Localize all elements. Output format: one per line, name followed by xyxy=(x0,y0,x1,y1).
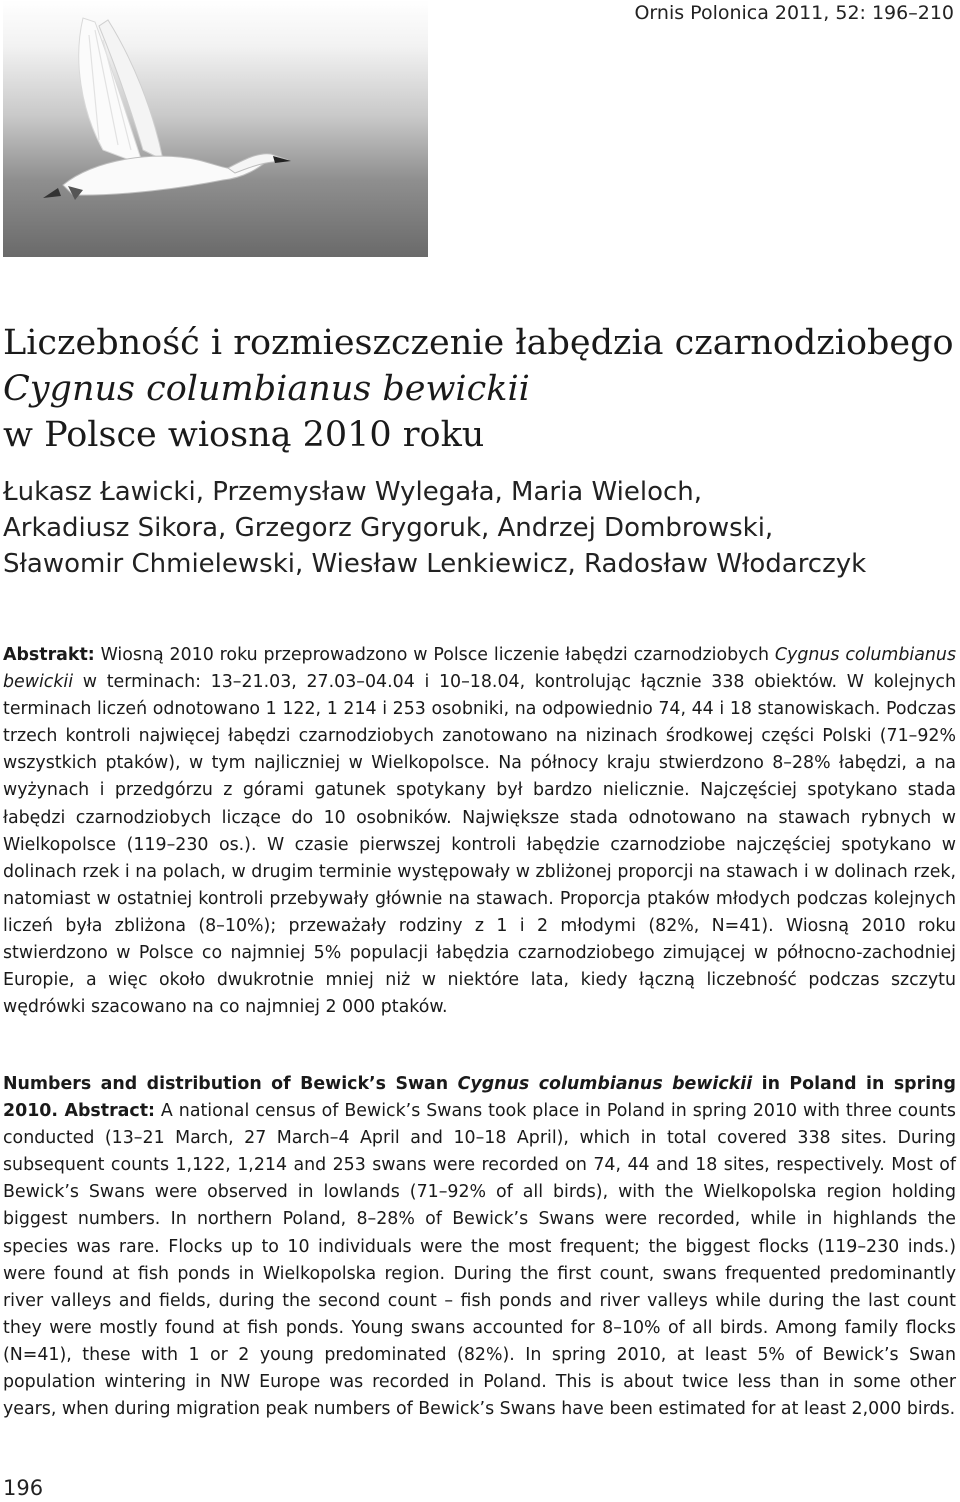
abstract-label: Abstrakt: xyxy=(3,645,95,665)
page-number: 196 xyxy=(3,1476,44,1500)
title-line-1: Liczebność i rozmieszczenie łabędzia czarnodziobego xyxy=(3,323,954,363)
english-title-part-1: Numbers and distribution of Bewick’s Swan xyxy=(3,1074,458,1094)
english-title-part-2: in Poland in spring 2010. Abstract: xyxy=(3,1074,956,1122)
authors-line-3: Sławomir Chmielewski, Wiesław Lenkiewicz, Radosław Włodarczyk xyxy=(3,549,867,579)
journal-reference: Ornis Polonica 2011, 52: 196–210 xyxy=(634,2,954,24)
abstract-english xyxy=(3,1071,956,1423)
author-list xyxy=(3,474,953,582)
abstract-polish xyxy=(3,642,956,1021)
swan-photo xyxy=(3,0,428,257)
authors-line-1: Łukasz Ławicki, Przemysław Wylegała, Maria Wieloch, xyxy=(3,477,703,507)
authors-line-2: Arkadiusz Sikora, Grzegorz Grygoruk, Andrzej Dombrowski, xyxy=(3,513,774,543)
english-title-species: Cygnus columbianus bewickii xyxy=(457,1074,753,1094)
title-line-3: w Polsce wiosną 2010 roku xyxy=(3,415,485,455)
abstract-pl-text-2: w terminach: 13–21.03, 27.03–04.04 i 10–18.04, kontrolując łącznie 338 obiektów. W kolejnych terminach liczeń odnotowano 1 122, 1 214 i 253 osobniki, na odpowiednio 74, 44 i 18 stanowiskach. Podczas trzech kontroli najwięcej łabędzi czarnodziobych zanotowano na nizinach środkowej części Polski (71–92% wszystkich ptaków), w tym najliczniej w Wielkopolsce. Na północy kraju stwierdzono 8–28% łabędzi, a na wyżynach i przedgórzu z górami gatunek spotykany był bardzo nielicznie. Najczęściej spotykano stada łabędzi czarnodziobych liczące do 10 osobników. Największe stada odnotowano na stawach rybnych w Wielkopolsce (119–230 os.). W czasie pierwszej kontroli łabędzie czarnodziobe najczęściej spotykano w dolinach rzek i na polach, w drugim terminie występowały w zbliżonej proporcji na stawach i w dolinach rzek, natomiast w ostatniej kontroli przebywały głównie na stawach. Proporcja ptaków młodych podczas kolejnych liczeń była zbliżona (8–10%); przeważały rodziny z 1 i 2 młodymi (82%, N=41). Wiosną 2010 roku stwierdzono w Polsce co najmniej 5% populacji łabędzia czarnodziobego zimującej w północno-zachodniej Europie, a więc około dwukrotnie mniej niż w niektóre lata, kiedy łączną liczebność podczas szczytu wędrówki szacowano na co najmniej 2 000 ptaków. xyxy=(3,672,956,1018)
title-species-name: Cygnus columbianus bewickii xyxy=(3,369,530,409)
swan-icon xyxy=(3,0,428,257)
abstract-pl-species: Cygnus columbianus bewickii xyxy=(3,645,957,693)
abstract-pl-text-1: Wiosną 2010 roku przeprowadzono w Polsce liczenie łabędzi czarnodziobych xyxy=(94,645,775,665)
abstract-en-text: A national census of Bewick’s Swans took place in Poland in spring 2010 with three counts conducted (13–21 March, 27 March–4 April and 10–18 April), which in total covered 338 sites. During subsequent counts 1,122, 1,214 and 253 swans were recorded on 74, 44 and 18 sites, respectively. Most of Bewick’s Swans were observed in lowlands (71–92% of all birds), with the Wielkopolska region holding biggest numbers. In northern Poland, 8–28% of Bewick’s Swans were recorded, while in highlands the species was rare. Flocks up to 10 individuals were the most frequent; the biggest flocks (119–230 inds.) were found at fish ponds in Wielkopolska region. During the first count, swans frequented predominantly river valleys and fields, during the second count – fish ponds and river valleys while during the last count they were mostly found at fish ponds. Young swans accounted for 8–10% of all birds. Among family flocks (N=41), these with 1 or 2 young predominated (82%). In spring 2010, at least 5% of Bewick’s Swan population wintering in NW Europe was recorded in Poland. This is about twice less than in some other years, when during migration peak numbers of Bewick’s Swans have been estimated for at least 2,000 birds. xyxy=(3,1101,956,1420)
article-title xyxy=(3,320,953,458)
